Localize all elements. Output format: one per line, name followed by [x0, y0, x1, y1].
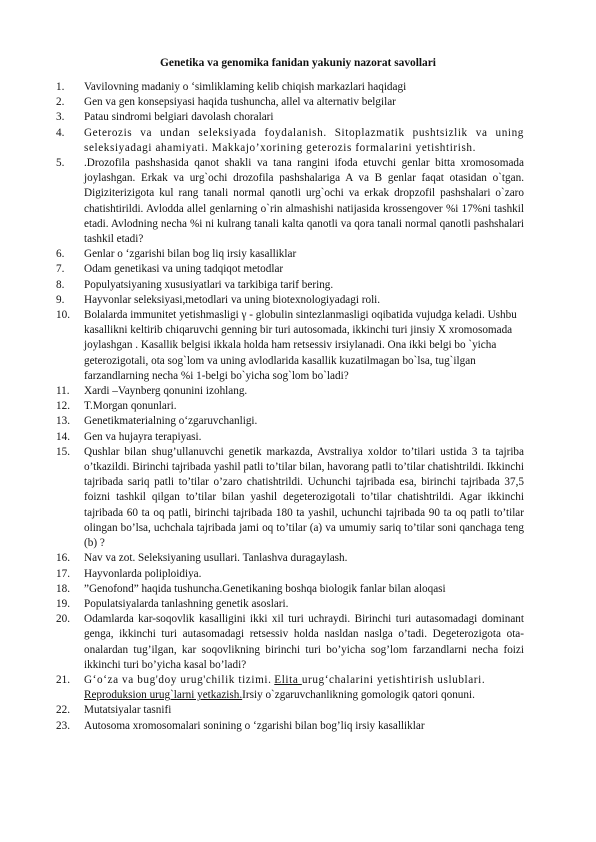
list-item: [56, 95, 524, 110]
item-text: Odam genetikasi va uning tadqiqot metodlar: [84, 263, 284, 276]
item-text-part: G‘o‘za va bug'doy urug'chilik tizimi.: [84, 673, 272, 686]
item-number: 19.: [56, 597, 70, 610]
list-item: [56, 156, 524, 247]
list-item: [56, 612, 524, 673]
document-title: Genetika va genomika fanidan yakuniy nazorat savollari: [160, 57, 436, 69]
list-item: [56, 551, 524, 566]
list-item: [56, 719, 524, 734]
item-text: [84, 673, 524, 703]
item-number: 20.: [56, 613, 70, 626]
item-text: Autosoma xromosomalari sonining o ‘zgarishi bilan bog’liq irsiy kasalliklar: [84, 719, 425, 732]
list-item: [56, 430, 524, 445]
list-item: [56, 80, 524, 95]
item-number: 18.: [56, 582, 70, 595]
underlined-text: Reproduksion urug`larni yetkazish.: [84, 689, 243, 702]
item-number: 17.: [56, 567, 70, 580]
item-text: Bolalarda immunitet yetishmasligi γ - globulin sintezlanmasligi oqibatida vujudga keladi. Ushbu kasallikni keltirib chiqaruvchi genning bir turi autosomada, ikkinchi turi jinsiy X xromosomada joylashgan . Kasallik belgisi ikkala holda ham retsessiv irsiylanadi. Ona ikki belgi bo `yicha geterozigotali, ota sog`lom va uning avlodlarida kasallik kuzatilmagan bo`lsa, tug`ilgan farzandlarning necha %i 1-belgi bo`yicha sog`lom bo`ladi?: [84, 309, 517, 382]
list-item: [56, 703, 524, 718]
item-number: 9.: [56, 293, 65, 306]
item-number: 13.: [56, 415, 70, 428]
item-number: 3.: [56, 111, 65, 124]
item-text: Odamlarda kar-soqovlik kasalligini ikki xil turi uchraydi. Birinchi turi autasomadagi dominant genga, ikkinchi turi autasomadagi retsessiv holda nasldan naslga o’tadi. Degeterozigota ota-onalardan tug’ilgan, kar soqovlikning birinchi turi bo’yicha sog’lom farzandlarni necha foizi ikkinchi turi bo’yicha kasal bo’ladi?: [84, 613, 524, 671]
list-item: [56, 384, 524, 399]
item-number: 21.: [56, 673, 70, 686]
item-number: 12.: [56, 400, 70, 413]
item-text: Hayvonlarda poliploidiya.: [84, 567, 202, 580]
underlined-text: Elita: [274, 673, 302, 686]
item-text: Populyatsiyaning xususiyatlari va tarkibiga tarif bering.: [84, 278, 334, 291]
list-item: [56, 597, 524, 612]
item-text-part: Irsiy o`zgaruvchanlikning gomologik qatori qonuni.: [242, 689, 475, 702]
list-item: [56, 445, 524, 551]
item-text: Genetikmaterialning o‘zgaruvchanligi.: [84, 415, 258, 428]
item-text: Patau sindromi belgiari davolash choralari: [84, 111, 274, 124]
list-item: [56, 414, 524, 429]
list-item: [56, 262, 524, 277]
list-item: [56, 126, 524, 156]
item-text-part: urug‘chalarini yetishtirish uslublari.: [301, 673, 486, 686]
item-number: 8.: [56, 278, 65, 291]
item-number: 5.: [56, 157, 65, 170]
item-number: 7.: [56, 263, 65, 276]
item-text: ”Genofond” haqida tushuncha.Genetikaning boshqa biologik fanlar bilan aloqasi: [84, 582, 446, 595]
item-number: 1.: [56, 81, 65, 93]
item-number: 2.: [56, 96, 65, 109]
list-item: [56, 293, 524, 308]
item-text: Hayvonlar seleksiyasi,metodlari va uning biotexnologiyadagi roli.: [84, 293, 381, 306]
item-number: 4.: [56, 126, 65, 139]
item-number: 22.: [56, 704, 70, 717]
list-item: [56, 278, 524, 293]
item-text: Xardi –Vaynberg qonunini izohlang.: [84, 385, 248, 398]
item-number: 23.: [56, 719, 70, 732]
list-item: [56, 582, 524, 597]
item-number: 11.: [56, 385, 70, 398]
item-text: Qushlar bilan shug’ullanuvchi genetik markazda, Avstraliya xoldor to’tilari ustida 3 ta tajriba o’tkazildi. Birinchi tajribada yashil patli to’tilar bilan, havorang patli to’tilar chatishtrildi. Ikkinchi tajribada sariq patli to’tilar o’zaro chatishtrildi. Uchunchi tajribada esa, birinchi tajribada 37,5 foizni tashkil qilgan to’tilar bilan yashil degeterozigotali to’tilar chatishtrildi. Agar ikkinchi tajribada 60 ta oq patli, birinchi tajribada 180 ta yashil, uchunchi tajribada 90 ta oq patli to’tilar olingan bo’lsa, uchchala tajribada jami oq to’tilar (a) va umumiy sariq to’tilar soni qanchaga teng (b) ?: [84, 445, 524, 550]
item-number: 16.: [56, 552, 70, 565]
item-text: T.Morgan qonunlari.: [84, 400, 177, 413]
item-number: 10.: [56, 309, 70, 322]
list-item: [56, 399, 524, 414]
list-item: [56, 567, 524, 582]
list-item: [56, 247, 524, 262]
item-text: Vavilovning madaniy o ‘simliklaming kelib chiqish markazlari haqidagi: [84, 81, 407, 93]
item-number: 14.: [56, 430, 70, 443]
item-number: 15.: [56, 445, 70, 458]
item-number: 6.: [56, 248, 65, 261]
question-list: [56, 80, 524, 734]
list-item: [56, 308, 524, 384]
item-text: Geterozis va undan seleksiyada foydalanish. Sitoplazmatik pushtsizlik va uning seleksiyadagi ahamiyati. Makkajo’xorining geterozis formalarini yetishtirish.: [84, 126, 524, 154]
item-text: Populatsiyalarda tanlashning genetik asoslari.: [84, 597, 289, 610]
list-item: [56, 673, 524, 703]
item-text: Gen va hujayra terapiyasi.: [84, 430, 202, 443]
item-text: Genlar o ‘zgarishi bilan bog liq irsiy kasalliklar: [84, 248, 297, 261]
item-text: Gen va gen konsepsiyasi haqida tushuncha, allel va alternativ belgilar: [84, 96, 396, 109]
item-text: Nav va zot. Seleksiyaning usullari. Tanlashva duragaylash.: [84, 552, 348, 565]
item-text: .Drozofila pashshasida qanot shakli va tana rangini ifoda etuvchi genlar bitta xromosomada joylashgan. Erkak va urg`ochi drozofila pashshalariga A va B genlar faqat otasidan o`tgan. Digiziterizigota kul rang tanali normal qanotli urg`ochi va erkak dropzofil pashshalari o`zaro chatishtirildi. Avlodda allel genlarning o`rin almashishi natijasida krossengover %i 17%ni tashkil etadi. Avlodning necha %i ni kulrang tanali kalta qanotli va qora tanali normal qanotli pashshalari tashkil etadi?: [84, 157, 524, 246]
item-text: Mutatsiyalar tasnifi: [84, 704, 172, 717]
list-item: [56, 110, 524, 125]
